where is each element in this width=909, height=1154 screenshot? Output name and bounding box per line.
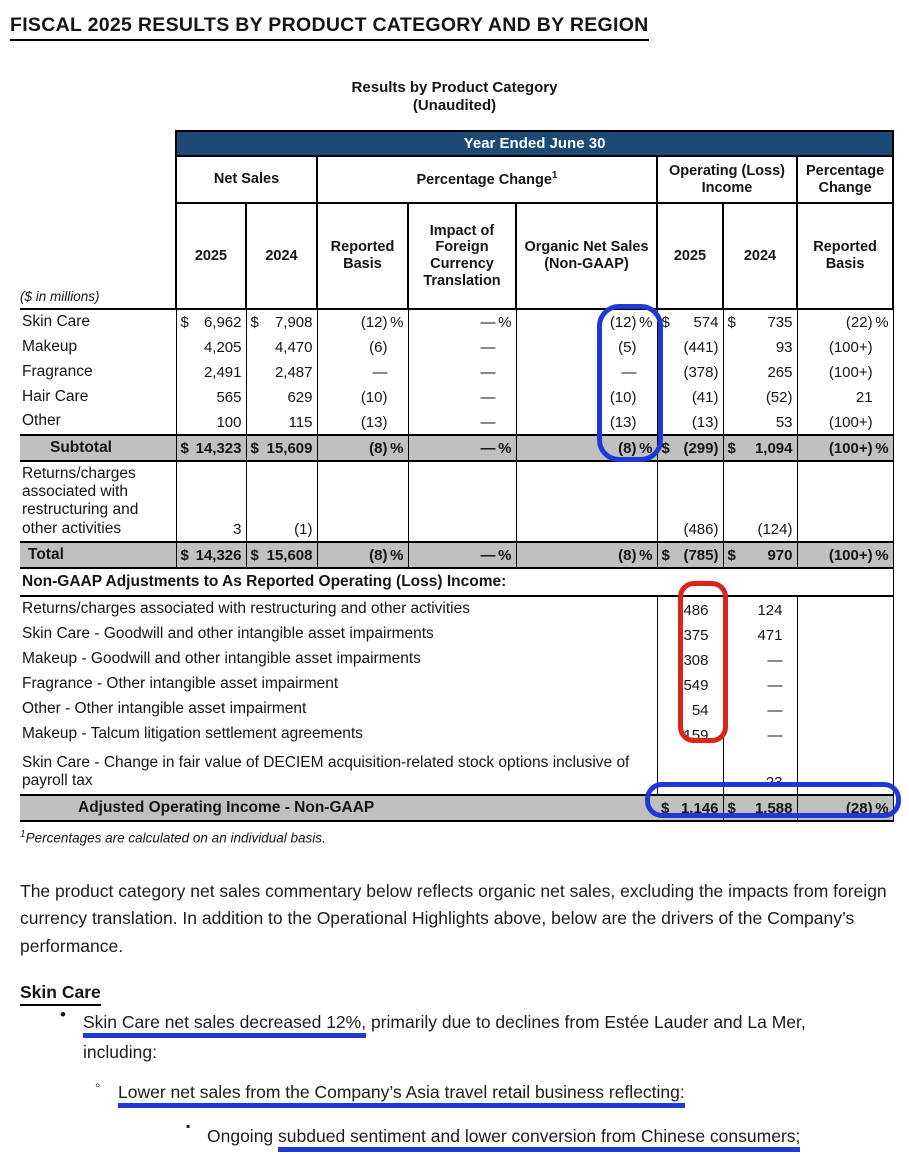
commentary-intro-paragraph: The product category net sales commentary below reflects organic net sales, excluding the impacts from foreign currency translation. In addition to the Operational Highlights above, below are the drivers of the Company’s performance. (20, 881, 887, 956)
table-cell: (5) (516, 334, 657, 359)
table-row-subtotal (20, 435, 893, 461)
col-header-ns-2024: 2024 (246, 203, 317, 309)
table-cell: $ 15,609 (246, 435, 317, 461)
group-header-row (20, 156, 893, 203)
table-cell: 115 (246, 409, 317, 434)
blue-underline-annotation: Lower net sales from the Company’s Asia travel retail business reflecting: (118, 1082, 685, 1108)
table-cell: 4,205 (176, 334, 246, 359)
col-header-reported-basis: Reported Basis (317, 203, 408, 309)
table-cell: $ 7,908 (246, 309, 317, 334)
table-band-row (20, 131, 893, 156)
table-cell: (1) (246, 461, 317, 542)
table-cell (797, 697, 893, 722)
table-cell: 549 (657, 672, 723, 697)
row-label: Other - Other intangible asset impairment (20, 697, 657, 722)
units-note: ($ in millions) (20, 289, 100, 304)
table-cell: — % (408, 435, 516, 461)
nongaap-section-heading-row (20, 568, 893, 596)
table-cell: 21 (797, 384, 893, 409)
nongaap-row (20, 722, 893, 747)
table-cell: 375 (657, 622, 723, 647)
nongaap-row (20, 747, 893, 795)
bullet-asia-travel-retail (118, 1077, 898, 1107)
table-cell: (8) % (317, 435, 408, 461)
table-cell: — (408, 384, 516, 409)
column-header-row (20, 203, 893, 309)
table-cell: (13) (317, 409, 408, 434)
empty-label-cell (20, 156, 176, 203)
nongaap-row (20, 596, 893, 621)
row-label: Other (22, 412, 61, 430)
results-table-container (20, 130, 893, 845)
table-cell: — (317, 359, 408, 384)
table-row-fragrance (20, 359, 893, 384)
table-cell: (52) (723, 384, 797, 409)
bullet-marker-level1: • (60, 1005, 66, 1024)
col-header-op-2024: 2024 (723, 203, 797, 309)
table-cell: (486) (657, 461, 723, 542)
subtitle-line2: (Unaudited) (412, 97, 497, 114)
table-cell: 3 (176, 461, 246, 542)
skin-care-section-heading: Skin Care (20, 982, 101, 1006)
table-cell: $ (785) (657, 542, 723, 568)
table-cell: (100+) % (797, 542, 893, 568)
group-header-percentage-change-right: Percentage Change (797, 156, 893, 203)
row-label: Fragrance (22, 363, 93, 380)
table-cell: (8) % (317, 542, 408, 568)
table-cell (797, 622, 893, 647)
results-by-product-category-table (20, 130, 894, 822)
table-cell: 471 (723, 622, 797, 647)
table-cell (797, 672, 893, 697)
table-cell (317, 461, 408, 542)
table-cell: 629 (246, 384, 317, 409)
col-header-reported-basis-right: Reported Basis (797, 203, 893, 309)
table-cell: (12) % (317, 309, 408, 334)
bullet-continuation-line: including: (83, 1042, 157, 1063)
table-cell: — (723, 647, 797, 672)
col-header-op-2025: 2025 (657, 203, 723, 309)
row-label: Subtotal (20, 435, 176, 461)
table-cell: — (657, 747, 723, 795)
table-cell: (6) (317, 334, 408, 359)
table-cell (797, 596, 893, 621)
row-label: Skin Care - Goodwill and other intangible asset impairments (20, 622, 657, 647)
row-label: Total (20, 542, 176, 568)
table-row-other (20, 409, 893, 434)
table-cell: (378) (657, 359, 723, 384)
table-cell: (124) (723, 461, 797, 542)
table-cell: $ 1,588 (723, 795, 797, 821)
table-cell: — (723, 722, 797, 747)
table-cell: 265 (723, 359, 797, 384)
empty-corner-cell (20, 131, 176, 156)
table-cell: 53 (723, 409, 797, 434)
table-cell: (8) % (516, 435, 657, 461)
table-cell: 124 (723, 596, 797, 621)
table-cell: (8) % (516, 542, 657, 568)
page-title: FISCAL 2025 RESULTS BY PRODUCT CATEGORY AND BY REGION (10, 14, 649, 41)
blue-underline-annotation: Skin Care net sales decreased 12%, (83, 1012, 366, 1038)
table-cell: (13) (657, 409, 723, 434)
table-cell: $ 1,094 (723, 435, 797, 461)
nongaap-row (20, 647, 893, 672)
row-label: Fragrance - Other intangible asset impairment (20, 672, 657, 697)
table-cell (797, 722, 893, 747)
bullet-marker-level3: ▪ (186, 1119, 191, 1133)
nongaap-row (20, 622, 893, 647)
table-cell: $ 14,323 (176, 435, 246, 461)
table-cell: — % (408, 309, 516, 334)
table-cell: (100+) (797, 409, 893, 434)
bullet-chinese-consumers: Ongoing subdued sentiment and lower conversion from Chinese consumers; (207, 1121, 907, 1151)
table-cell: 54 (657, 697, 723, 722)
table-cell: 486 (657, 596, 723, 621)
table-cell (797, 747, 893, 795)
row-label: Skin Care - Change in fair value of DECIEM acquisition-related stock options inclusive of payroll tax (20, 747, 657, 795)
table-row-makeup (20, 334, 893, 359)
row-label: Makeup - Goodwill and other intangible asset impairments (20, 647, 657, 672)
table-cell: 93 (723, 334, 797, 359)
table-cell: (28) % (797, 795, 893, 821)
table-cell: $ 735 (723, 309, 797, 334)
table-cell: (41) (657, 384, 723, 409)
table-cell: $ (299) (657, 435, 723, 461)
table-cell: — (723, 697, 797, 722)
table-footnote: $^1$Percentages are calculated on an individual basis. (20, 828, 326, 846)
table-cell: $ 14,326 (176, 542, 246, 568)
col-header-ns-2025: 2025 (176, 203, 246, 309)
subtitle-line1: Results by Product Category (351, 79, 558, 96)
table-subtitle (0, 79, 909, 115)
table-cell: 23 (723, 747, 797, 795)
table-cell: 100 (176, 409, 246, 434)
row-label: Returns/charges associated with restructuring and other activities (22, 464, 139, 537)
year-ended-band: Year Ended June 30 (176, 131, 893, 156)
table-cell: (100+) (797, 359, 893, 384)
table-cell: (22) % (797, 309, 893, 334)
row-label: Adjusted Operating Income - Non-GAAP (20, 795, 657, 821)
table-cell: 159 (657, 722, 723, 747)
table-cell: — (723, 672, 797, 697)
row-label: Hair Care (22, 388, 89, 405)
row-label: Makeup (22, 338, 78, 355)
table-cell: — (408, 409, 516, 434)
nongaap-row (20, 697, 893, 722)
table-row-total (20, 542, 893, 568)
table-cell (797, 647, 893, 672)
group-header-net-sales: Net Sales (176, 156, 317, 203)
table-cell: 2,491 (176, 359, 246, 384)
table-row-hair-care (20, 384, 893, 409)
group-header-operating-income: Operating (Loss) Income (657, 156, 797, 203)
table-cell: 4,470 (246, 334, 317, 359)
table-cell: (13) (516, 409, 657, 434)
nongaap-row (20, 672, 893, 697)
footnote-ref: 1 (20, 828, 26, 840)
table-cell: (12) % (516, 309, 657, 334)
table-cell: — (408, 359, 516, 384)
row-label: Skin Care (20, 309, 176, 334)
table-cell: $ 574 (657, 309, 723, 334)
table-cell: $ 6,962 (176, 309, 246, 334)
table-cell: — (516, 359, 657, 384)
table-cell: — % (408, 542, 516, 568)
table-row-skin-care (20, 309, 893, 334)
blue-underline-annotation: subdued sentiment and lower conversion from Chinese consumers; (278, 1126, 800, 1152)
table-cell: (10) (317, 384, 408, 409)
table-cell: — (408, 334, 516, 359)
table-cell: $ 1,146 (657, 795, 723, 821)
row-label: Makeup - Talcum litigation settlement agreements (20, 722, 657, 747)
table-cell: 565 (176, 384, 246, 409)
table-cell (797, 461, 893, 542)
table-cell (408, 461, 516, 542)
footnote-ref: 1 (551, 170, 558, 182)
group-header-percentage-change: Percentage Change$^1$ (317, 156, 657, 203)
table-cell: (100+) % (797, 435, 893, 461)
col-header-organic-net-sales: Organic Net Sales (Non-GAAP) (516, 203, 657, 309)
bullet-marker-level2: ◦ (95, 1077, 101, 1094)
table-cell: $ 15,608 (246, 542, 317, 568)
nongaap-section-heading: Non-GAAP Adjustments to As Reported Operating (Loss) Income: (20, 568, 893, 596)
col-header-fx-impact: Impact of Foreign Currency Translation (408, 203, 516, 309)
table-cell: 308 (657, 647, 723, 672)
table-row-adjusted-operating-income (20, 795, 893, 821)
table-cell: $ 970 (723, 542, 797, 568)
table-cell: (100+) (797, 334, 893, 359)
row-label: Returns/charges associated with restructuring and other activities (20, 596, 657, 621)
table-cell: (10) (516, 384, 657, 409)
table-cell (516, 461, 657, 542)
bullet-skin-care-net-sales: Skin Care net sales decreased 12%, primarily due to declines from Estée Lauder and La Mer, including: (83, 1007, 895, 1067)
table-cell: 2,487 (246, 359, 317, 384)
table-row-returns-charges (20, 461, 893, 542)
table-cell: (441) (657, 334, 723, 359)
